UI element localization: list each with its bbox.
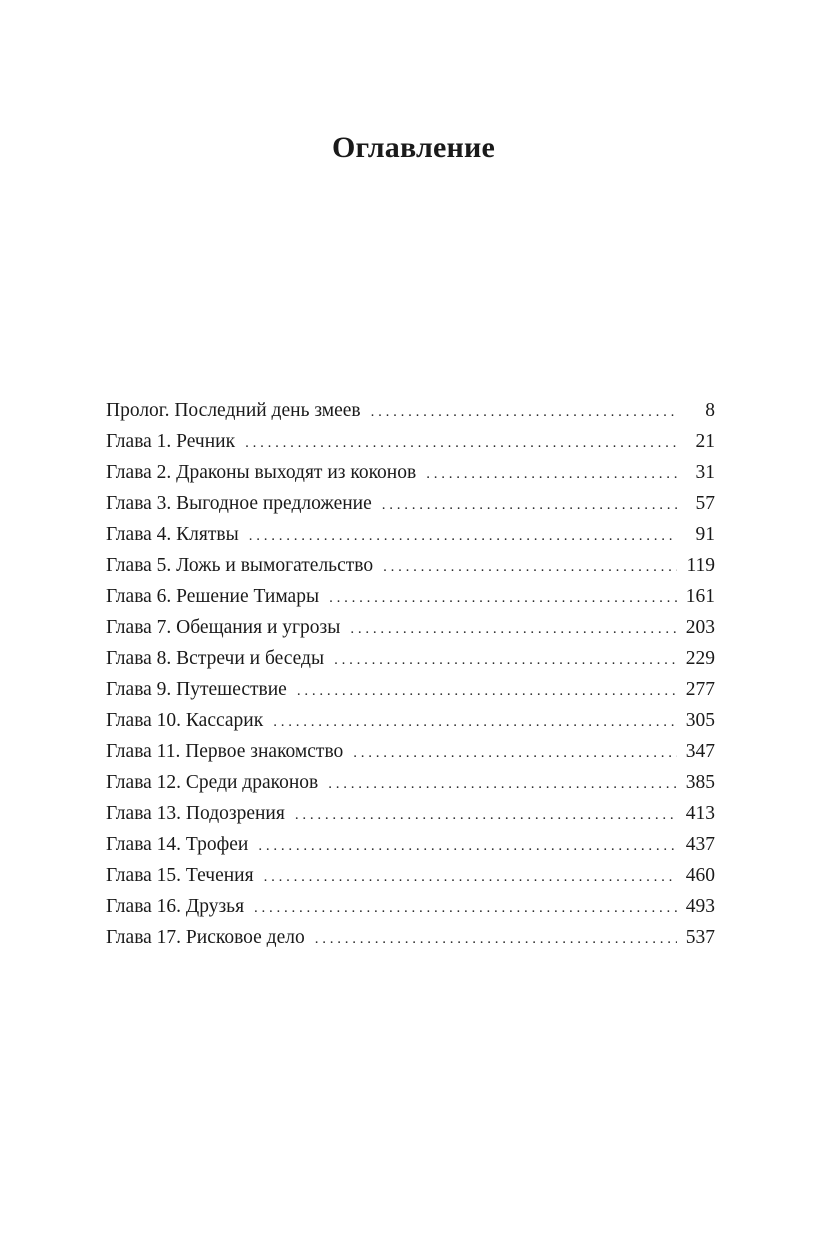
dot-leader bbox=[383, 552, 677, 583]
dot-leader bbox=[334, 645, 677, 676]
toc-entry[interactable] bbox=[106, 829, 715, 860]
toc-entry-title: Глава 11. Первое знакомство bbox=[106, 741, 344, 762]
toc-entry[interactable] bbox=[106, 891, 715, 922]
toc-entry-title: Глава 16. Друзья bbox=[106, 896, 245, 917]
toc-entry-page: 8 bbox=[705, 400, 715, 421]
toc-entry[interactable] bbox=[106, 488, 715, 519]
toc-entry-title: Глава 1. Речник bbox=[106, 431, 236, 452]
toc-entry-title: Глава 15. Течения bbox=[106, 865, 254, 886]
toc-entry[interactable] bbox=[106, 767, 715, 798]
toc-entry-title: Пролог. Последний день змеев bbox=[106, 400, 361, 421]
toc-entry[interactable] bbox=[106, 426, 715, 457]
toc-entry-title: Глава 12. Среди драконов bbox=[106, 772, 319, 793]
toc-entry-title: Глава 8. Встречи и беседы bbox=[106, 648, 325, 669]
toc-entry-title: Глава 3. Выгодное предложение bbox=[106, 493, 372, 514]
toc-entry-page: 57 bbox=[695, 493, 715, 514]
toc-entry-page: 460 bbox=[685, 865, 715, 886]
dot-leader bbox=[329, 583, 677, 614]
toc-entry-page: 31 bbox=[695, 462, 715, 483]
toc-entry-page: 229 bbox=[685, 648, 715, 669]
toc-entry[interactable] bbox=[106, 643, 715, 674]
page-title: Оглавление bbox=[331, 131, 496, 165]
toc-entry[interactable] bbox=[106, 674, 715, 705]
toc-entry-page: 413 bbox=[685, 803, 715, 824]
dot-leader bbox=[350, 614, 677, 645]
dot-leader bbox=[245, 428, 677, 459]
toc-entry-title: Глава 5. Ложь и вымогательство bbox=[106, 555, 374, 576]
toc-entry-title: Глава 17. Рисковое дело bbox=[106, 927, 305, 948]
toc-entry[interactable] bbox=[106, 705, 715, 736]
toc-entry[interactable] bbox=[106, 612, 715, 643]
toc-entry-page: 203 bbox=[685, 617, 715, 638]
toc-entry-page: 91 bbox=[695, 524, 715, 545]
dot-leader bbox=[353, 738, 677, 769]
table-of-contents bbox=[106, 395, 715, 953]
dot-leader bbox=[254, 893, 677, 924]
toc-entry-page: 21 bbox=[695, 431, 715, 452]
dot-leader bbox=[273, 707, 677, 738]
toc-entry-page: 385 bbox=[685, 772, 715, 793]
toc-entry-page: 305 bbox=[685, 710, 715, 731]
toc-entry-title: Глава 6. Решение Тимары bbox=[106, 586, 320, 607]
dot-leader bbox=[426, 459, 677, 490]
toc-entry-page: 277 bbox=[685, 679, 715, 700]
toc-entry[interactable] bbox=[106, 519, 715, 550]
toc-entry-title: Глава 14. Трофеи bbox=[106, 834, 249, 855]
toc-entry[interactable] bbox=[106, 736, 715, 767]
dot-leader bbox=[371, 397, 677, 428]
toc-entry-page: 119 bbox=[686, 555, 715, 576]
dot-leader bbox=[258, 831, 677, 862]
toc-entry-page: 437 bbox=[685, 834, 715, 855]
dot-leader bbox=[264, 862, 677, 893]
dot-leader bbox=[328, 769, 677, 800]
toc-entry-page: 161 bbox=[685, 586, 715, 607]
toc-entry-title: Глава 13. Подозрения bbox=[106, 803, 285, 824]
toc-entry-page: 537 bbox=[685, 927, 715, 948]
dot-leader bbox=[295, 800, 677, 831]
toc-entry-page: 347 bbox=[685, 741, 715, 762]
toc-entry[interactable] bbox=[106, 860, 715, 891]
dot-leader bbox=[249, 521, 677, 552]
dot-leader bbox=[315, 924, 677, 955]
toc-entry-page: 493 bbox=[685, 896, 715, 917]
toc-entry-title: Глава 4. Клятвы bbox=[106, 524, 239, 545]
toc-entry[interactable] bbox=[106, 395, 715, 426]
toc-entry-title: Глава 9. Путешествие bbox=[106, 679, 287, 700]
toc-entry-title: Глава 2. Драконы выходят из коконов bbox=[106, 462, 417, 483]
toc-entry[interactable] bbox=[106, 798, 715, 829]
dot-leader bbox=[297, 676, 677, 707]
toc-entry[interactable] bbox=[106, 922, 715, 953]
toc-entry[interactable] bbox=[106, 550, 715, 581]
toc-entry[interactable] bbox=[106, 457, 715, 488]
toc-entry-title: Глава 10. Кассарик bbox=[106, 710, 264, 731]
toc-entry-title: Глава 7. Обещания и угрозы bbox=[106, 617, 341, 638]
toc-entry[interactable] bbox=[106, 581, 715, 612]
dot-leader bbox=[382, 490, 677, 521]
